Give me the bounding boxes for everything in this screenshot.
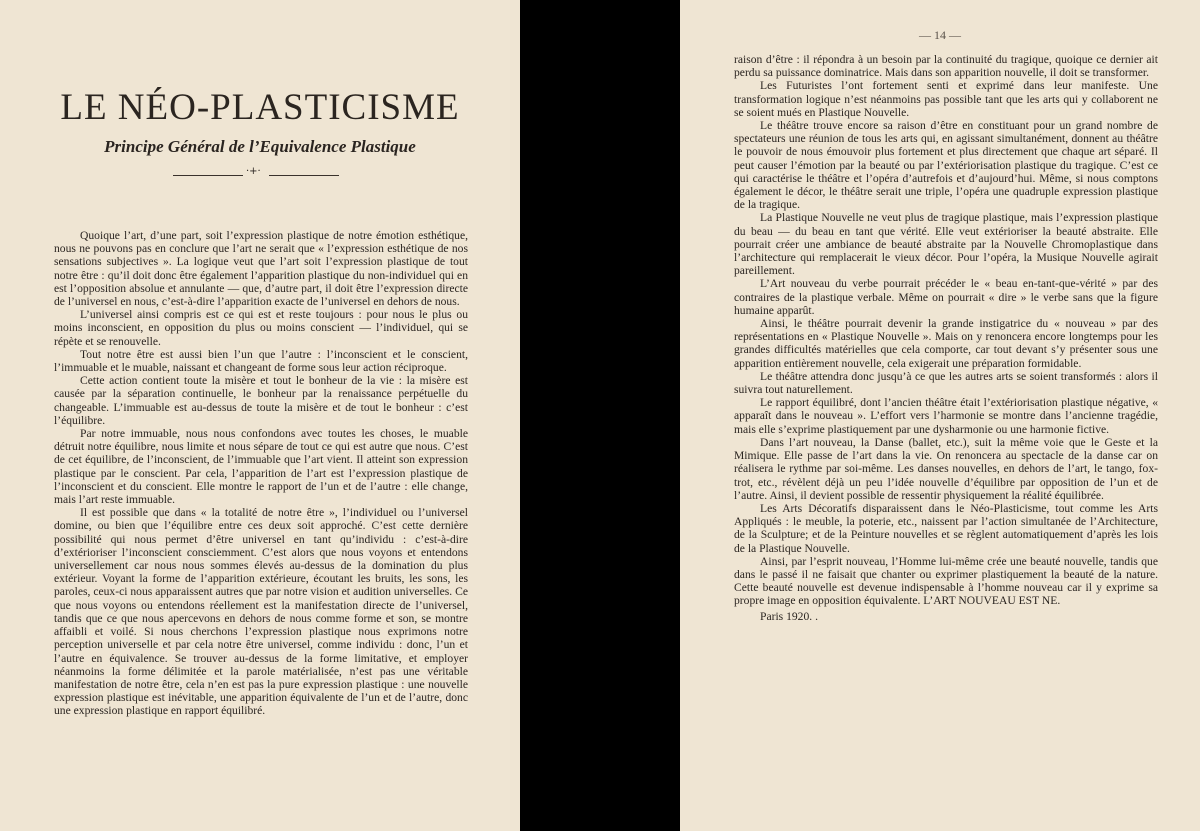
page-title: LE NÉO-PLASTICISME — [60, 87, 460, 128]
paragraph: L’Art nouveau du verbe pourrait précéder le « beau en-tant-que-vérité » par des contraires de la plastique verbale. Même on pourrait « dire » le verbe sans que la figure humaine apparût. — [734, 277, 1158, 317]
title-ornament — [173, 166, 339, 179]
paragraph: Le théâtre attendra donc jusqu’à ce que les autres arts se soient transformés : alors il suivra tout naturellement. — [734, 369, 1158, 397]
paragraph: Les Arts Décoratifs disparaissent dans le Néo-Plasticisme, tout comme les Arts Appliqués : le meuble, la poterie, etc., naissent par l’action simultanée de l’Architecture, de la Sculpture; et de la Peinture nouvelles et se règlent automatiquement d’après les lois de la Plastique Nouvelle. — [734, 501, 1158, 555]
ornament-rule-left — [173, 175, 243, 176]
paragraph: Quoique l’art, d’une part, soit l’expression plastique de notre émotion esthétique, nous ne pouvons pas en conclure que l’art ne serait que « l’expression esthétique de nos sensations subjectives ». La logique veut que l’art soit l’expression plastique de tout notre être : qu’il doit donc être également l’apparition plastique du non-individuel qui en est l’opposition absolue et annulante — que, d’autre part, il doit être l’expression directe de l’universel en nous, c’est-à-dire l’apparition exacte de l’universel en dehors de nous. — [54, 229, 468, 309]
ornament-glyph: ·+· — [246, 166, 261, 177]
paragraph: Ainsi, par l’esprit nouveau, l’Homme lui-même crée une beauté nouvelle, tandis que dans le passé il ne faisait que chanter ou exprimer plastiquement la beauté de la nature. Cette beauté nouvelle est devenue indispensable à l’homme nouveau car il y exprime sa propre image en opposition équivalente. L’ART NOUVEAU EST NE. — [734, 554, 1158, 608]
paragraph: Dans l’art nouveau, la Danse (ballet, etc.), suit la même voie que le Geste et la Mimique. Elle passe de l’art dans la vie. On renoncera au spectacle de la danse car on réalisera le rythme par soi-même. Les danses nouvelles, en dehors de l’art, le tango, fox-trot, etc., révèlent déjà un peu l’idée nouvelle d’équilibre par opposition de l’un et de l’autre. Ainsi, il devient possible de ressentir physiquement la réalité équilibrée. — [734, 435, 1158, 502]
book-gutter — [520, 0, 680, 831]
page-number: — 14 — — [919, 28, 961, 42]
paragraph: raison d’être : il répondra à un besoin par la continuité du tragique, quoique ce dernier ait perdu sa puissance dominatrice. Mais dans son apparition nouvelle, il doit se transformer. — [734, 53, 1158, 80]
paragraph: Cette action contient toute la misère et tout le bonheur de la vie : la misère est causée par la séparation continuelle, le bonheur par la renaissance perpétuelle du changeable. L’immuable est au-dessus de toute la misère et de tout le bonheur : c’est l’équilibre. — [54, 374, 468, 427]
paragraph: La Plastique Nouvelle ne veut plus de tragique plastique, mais l’expression plastique du beau — du beau en tant que vérité. Elle veut extérioriser la beauté abstraite. Elle pourrait créer une ambiance de beauté abstraite par la Nouvelle Chromoplastique dans l’architecture qui remplacerait le vieux décor. Pour l’opéra, la Musique Nouvelle agirait pareillement. — [734, 211, 1158, 278]
paragraph: Tout notre être est aussi bien l’un que l’autre : l’inconscient et le conscient, l’immuable et le muable, naissant et changeant de forme sous leur action réciproque. — [54, 347, 468, 375]
paragraph: Par notre immuable, nous nous confondons avec toutes les choses, le muable détruit notre équilibre, nous limite et nous sépare de tout ce qui est autre que nous. C’est de cet équilibre, de l’inconscient, de l’immuable que l’art vient. Il atteint son expression plastique par le conscient. Par cela, l’apparition de l’art est l’expression plastique de l’inconscient et du conscient. Elle montre le rapport de l’un et de l’autre : elle change, mais l’art reste immuable. — [54, 427, 468, 507]
paragraph: L’universel ainsi compris est ce qui est et reste toujours : pour nous le plus ou moins inconscient, en opposition du plus ou moins conscient — l’individuel, qui se répète et se renouvelle. — [54, 308, 468, 348]
paragraph: Le rapport équilibré, dont l’ancien théâtre était l’extériorisation plastique négative, « apparaît dans le nouveau ». L’effort vers l’harmonie se montre dans l’ancienne tragédie, mais elle s’exprime plastiquement par une dysharmonie ou une harmonie fictive. — [734, 396, 1158, 436]
paragraph: Ainsi, le théâtre pourrait devenir la grande instigatrice du « nouveau » par des représentations en « Plastique Nouvelle ». Mais on y renoncera encore longtemps pour les grandes difficultés matérielles que cela comporte, car tout devant s’y présenter sous une apparition entièrement nouvelle, cela exigerait une préparation formidable. — [734, 317, 1158, 370]
signature: Paris 1920. . — [760, 609, 818, 623]
left-body-text — [54, 229, 468, 718]
paragraph: Le théâtre trouve encore sa raison d’être en constituant pour un grand nombre de spectateurs une réunion de tous les arts qui, en agissant simultanément, donnent au théâtre le pouvoir de nous émouvoir plus fortement et plus directement que chaque art séparé. Il peut causer l’émotion par la beauté ou par l’extériorisation plastique du tragique. C’est ce qui caractérise le théâtre et l’opéra d’autrefois et d’aujourd’hui. Même, si nous comptons également le décor, le théâtre serait une triple, l’opéra une quadruple expression plastique de la tragique. — [734, 119, 1158, 212]
left-page — [0, 0, 520, 831]
ornament-rule-right — [269, 175, 339, 176]
paragraph: Les Futuristes l’ont fortement senti et exprimé dans leur manifeste. Une transformation logique n’est néanmoins pas possible tant que les arts qui y collaborent ne se soient mués en Plastique Nouvelle. — [734, 79, 1158, 119]
right-body-text — [734, 53, 1158, 623]
paragraph: Il est possible que dans « la totalité de notre être », l’individuel ou l’universel domine, ou bien que l’équilibre entre ces deux soit approché. C’est cette dernière possibilité qui nous permet d’être universel en tant qu’individu : c’est-à-dire d’extérioriser l’inconscient consciemment. C’est alors que nous voyons et entendons universellement car nous nous sommes élevés au-dessus de la domination du plus extérieur. Voyant la forme de l’apparition extérieure, écoutant les bruits, les sons, les paroles, ceux-ci nous apparaissent autres que par notre vision et audition universelles. Ce que nous voyons ou entendons réellement est la manifestation directe de l’universel, tandis que ce que nous apercevons en dehors de nous comme forme et son, se montre affaibli et voilé. Si nous cherchons l’expression plastique nous exprimons notre perception universelle et par cela notre être universel, comme individu : donc, l’un et l’autre en équivalence. Se trouver au-dessus de la forme limitative, et employer néanmoins la forme délimitée et la parole matérialisée, n’est pas une véritable manifestation de notre être, cela n’en est pas la pure expression plastique : une nouvelle expression plastique est inévitable, une apparition équivalente de l’un et de l’autre, donc une expression plastique en rapport équilibré. — [54, 506, 468, 718]
right-page — [680, 0, 1200, 831]
page-subtitle: Principe Général de l’Equivalence Plastique — [104, 137, 416, 156]
